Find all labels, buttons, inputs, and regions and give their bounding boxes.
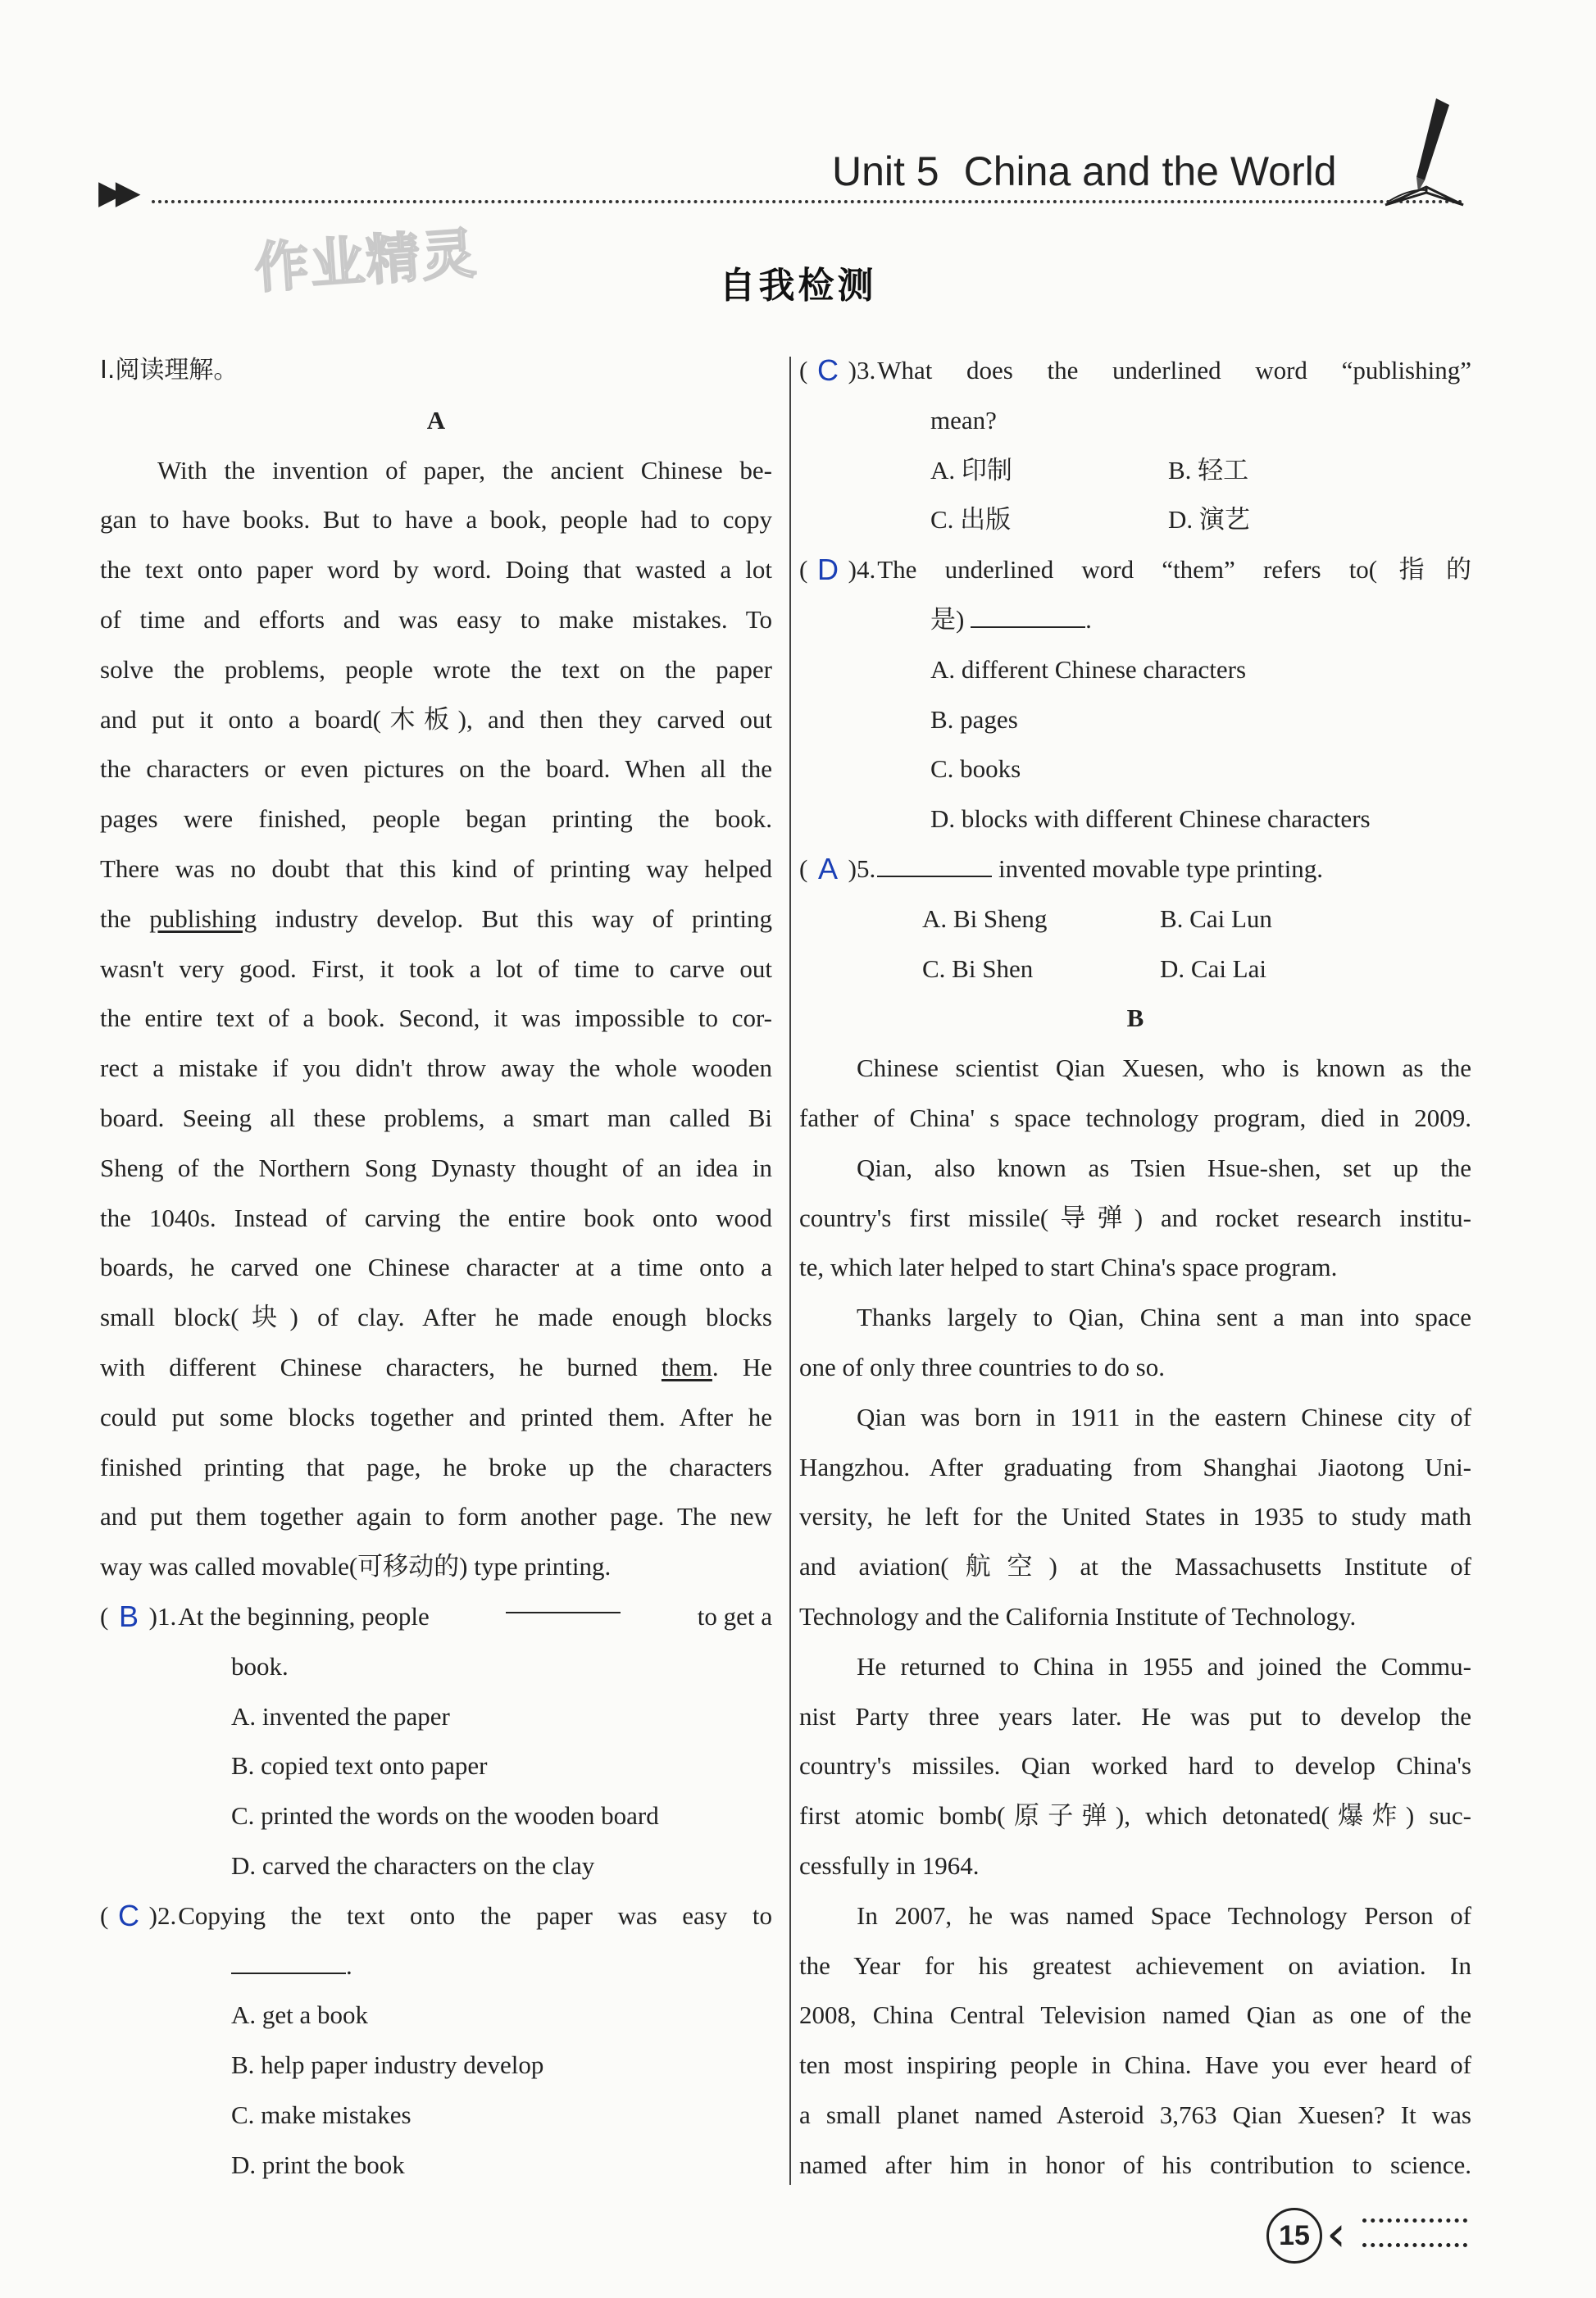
- passage-line: nist Party three years later. He was put to develop the: [799, 1701, 1471, 1731]
- question-1: ( B ) 1. At the beginning, people to get a: [100, 1592, 772, 1642]
- passage-line: and aviation(航空) at the Massachusetts Institute of: [799, 1552, 1471, 1581]
- answer-bracket: ( B ): [100, 1592, 157, 1642]
- passage-line: In 2007, he was named Space Technology Person of: [857, 1900, 1471, 1930]
- option: B. pages: [930, 704, 1018, 734]
- question-2: ( C ) 2. Copying the text onto the paper was easy to: [100, 1891, 772, 1941]
- question-3-cont: mean?: [930, 405, 997, 435]
- passage-line: finished printing that page, he broke up the characters: [100, 1452, 772, 1481]
- option-row: A. Bi Sheng B. Cai Lun: [922, 903, 1272, 933]
- answer-q5: A: [817, 851, 838, 885]
- answer-blank[interactable]: [971, 607, 1085, 628]
- section-title: 自我检测: [719, 265, 877, 307]
- passage-line: Chinese scientist Qian Xuesen, who is known as the: [857, 1053, 1471, 1083]
- header-dotted-rule: [152, 200, 1463, 203]
- answer-q3: C: [817, 353, 839, 387]
- unit-title: [832, 148, 1337, 195]
- passage-line: rect a mistake if you didn't throw away the whole wooden: [100, 1053, 772, 1083]
- option-row: C. 出版 D. 演艺: [930, 505, 1250, 535]
- passage-line: and put them together again to form another page. The new: [100, 1502, 772, 1531]
- section-heading: Ⅰ.阅读理解。: [100, 356, 239, 385]
- watermark: 作业精灵: [252, 221, 480, 301]
- passage-line: versity, he left for the United States in 1935 to study math: [799, 1502, 1471, 1531]
- passage-line: Technology and the California Institute of Technology.: [799, 1601, 1357, 1631]
- question-4: ( D ) 4. The underlined word “them” refers to(指的: [799, 545, 1471, 595]
- passage-line-publishing: the publishing industry develop. But this way of printing: [100, 903, 772, 933]
- passage-line: country's missiles. Qian worked hard to develop China's: [799, 1751, 1471, 1781]
- option: A. different Chinese characters: [930, 654, 1247, 684]
- passage-line: one of only three countries to do so.: [799, 1352, 1165, 1381]
- passage-line: the text onto paper word by word. Doing that wasted a lot: [100, 555, 772, 585]
- passage-line: boards, he carved one Chinese character at a time onto a: [100, 1253, 772, 1282]
- answer-bracket: ( A ): [799, 844, 857, 894]
- question-4-cont: 是) .: [930, 604, 1092, 634]
- answer-q4: D: [817, 553, 839, 587]
- option: C. printed the words on the wooden board: [231, 1801, 659, 1831]
- option: D. carved the characters on the clay: [231, 1850, 595, 1880]
- passage-line: named after him in honor of his contribution to science.: [799, 2150, 1471, 2179]
- passage-line: the 1040s. Instead of carving the entire book onto wood: [100, 1203, 772, 1232]
- underlined-word-publishing: publishing: [149, 903, 257, 933]
- question-5: ( A ) 5. invented movable type printing.: [799, 844, 1471, 894]
- passage-line: solve the problems, people wrote the text on the paper: [100, 654, 772, 684]
- passage-line: of time and efforts and was easy to make mistakes. To: [100, 604, 772, 634]
- option: B. copied text onto paper: [231, 1751, 488, 1781]
- column-divider: [789, 357, 791, 2185]
- answer-blank[interactable]: [231, 1953, 346, 1974]
- passage-line: could put some blocks together and printed them. After he: [100, 1402, 772, 1431]
- passage-line: first atomic bomb(原子弹), which detonated(爆炸) suc-: [799, 1801, 1471, 1831]
- passage-line: Qian was born in 1911 in the eastern Chinese city of: [857, 1402, 1471, 1431]
- passage-line: the characters or even pictures on the board. When all the: [100, 754, 772, 784]
- passage-line: cessfully in 1964.: [799, 1850, 980, 1880]
- answer-bracket: ( D ): [799, 545, 857, 595]
- passage-line: Hangzhou. After graduating from Shanghai Jiaotong Uni-: [799, 1452, 1471, 1481]
- passage-line: Qian, also known as Tsien Hsue-shen, set up the: [857, 1153, 1471, 1182]
- option: C. make mistakes: [231, 2100, 412, 2129]
- question-2-cont: .: [100, 1941, 772, 1991]
- answer-bracket: ( C ): [100, 1891, 157, 1941]
- question-3: ( C ) 3. What does the underlined word “publishing”: [799, 346, 1471, 396]
- passage-line: father of China' s space technology program, died in 2009.: [799, 1103, 1471, 1132]
- answer-blank[interactable]: [877, 856, 992, 877]
- passage-line: He returned to China in 1955 and joined the Commu-: [857, 1651, 1471, 1681]
- page-number: 15: [1266, 2208, 1322, 2264]
- footer-dotted-rule: [1362, 2243, 1467, 2247]
- question-1-cont: book.: [231, 1651, 289, 1681]
- passage-line: the Year for his greatest achievement on aviation. In: [799, 1950, 1471, 1980]
- passage-line: There was no doubt that this kind of printing way helped: [100, 853, 772, 883]
- right-column: [799, 346, 1471, 2190]
- passage-line: wasn't very good. First, it took a lot of time to carve out: [100, 953, 772, 983]
- passage-line: te, which later helped to start China's space program.: [799, 1253, 1338, 1282]
- passage-line: a small planet named Asteroid 3,763 Qian Xuesen? It was: [799, 2100, 1471, 2129]
- chevron-left-icon: ‹: [1326, 2205, 1346, 2263]
- passage-line: way was called movable(可移动的) type printing.: [100, 1552, 612, 1581]
- answer-bracket: ( C ): [799, 346, 857, 396]
- passage-line: gan to have books. But to have a book, people had to copy: [100, 505, 772, 535]
- answer-blank[interactable]: [506, 1592, 621, 1613]
- answer-q1: B: [118, 1599, 139, 1633]
- option: A. get a book: [231, 2000, 369, 2030]
- left-column: [100, 346, 772, 2190]
- option: B. help paper industry develop: [231, 2050, 544, 2080]
- passage-b-label: B: [1126, 1003, 1144, 1033]
- passage-line: country's first missile(导弹) and rocket research institu-: [799, 1203, 1471, 1232]
- passage-line: pages were finished, people began printing the book.: [100, 804, 772, 834]
- passage-line: board. Seeing all these problems, a smart man called Bi: [100, 1103, 772, 1132]
- option-row: A. 印制 B. 轻工: [930, 455, 1249, 485]
- answer-q2: C: [118, 1898, 139, 1932]
- passage-line: small block(块) of clay. After he made enough blocks: [100, 1303, 772, 1332]
- passage-line: the entire text of a book. Second, it was impossible to cor-: [100, 1003, 772, 1033]
- passage-line: Sheng of the Northern Song Dynasty thought of an idea in: [100, 1153, 772, 1182]
- option: C. books: [930, 754, 1021, 784]
- option: D. blocks with different Chinese characters: [930, 804, 1371, 834]
- passage-line-them: with different Chinese characters, he burned them. He: [100, 1352, 772, 1381]
- unit-name: China and the World: [963, 148, 1337, 194]
- passage-line: Thanks largely to Qian, China sent a man into space: [857, 1303, 1471, 1332]
- underlined-word-them: them: [661, 1352, 712, 1381]
- option-row: C. Bi Shen D. Cai Lai: [922, 953, 1266, 983]
- double-arrow-icon: ▶▶: [98, 174, 133, 212]
- option: D. print the book: [231, 2150, 405, 2179]
- passage-line: and put it onto a board(木板), and then they carved out: [100, 704, 772, 734]
- passage-line: With the invention of paper, the ancient Chinese be-: [157, 455, 772, 485]
- passage-line: ten most inspiring people in China. Have you ever heard of: [799, 2050, 1471, 2080]
- pen-and-book-icon: [1377, 90, 1467, 213]
- option: A. invented the paper: [231, 1701, 450, 1731]
- footer-dotted-rule: [1362, 2218, 1467, 2223]
- unit-label: Unit 5: [832, 148, 939, 194]
- passage-line: 2008, China Central Television named Qian as one of the: [799, 2000, 1471, 2030]
- passage-a-label: A: [426, 405, 446, 435]
